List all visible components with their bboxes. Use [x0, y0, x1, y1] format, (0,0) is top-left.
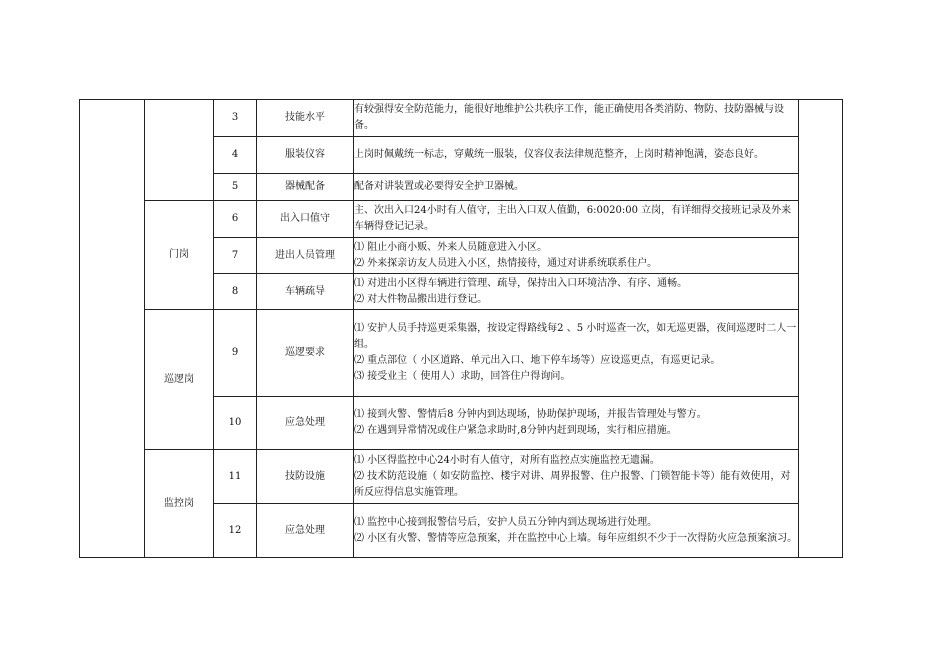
requirement-line: ⑴ 接到火警、警情后8 分钟内到达现场，协助保护现场，并报告管理处与警方。 [354, 409, 707, 420]
table-row [80, 450, 843, 504]
row-number: 5 [214, 174, 257, 201]
item-requirements [354, 238, 799, 274]
category-cell-blank [145, 100, 214, 201]
blank-right-cell [799, 100, 843, 558]
category-patrol-post: 巡逻岗 [145, 310, 214, 450]
requirement-line: 有较强得安全防范能力，能很好地维护公共秩序工作，能正确使用各类消防、物防、技防器械与设备。 [354, 104, 784, 131]
requirement-line: ⑴ 监控中心接到报警信号后，安护人员五分钟内到达现场进行处理。 [354, 516, 658, 528]
requirement-line: ⑵ 技术防范设施（ 如安防监控、楼宇对讲、周界报警、住户报警、门锁智能卡等）能有效使用，对所反应得信息实施管理。 [354, 470, 791, 498]
item-requirements [354, 450, 799, 504]
table-row [80, 201, 843, 238]
requirement-line: 配备对讲装置或必要得安全护卫器械。 [354, 181, 524, 192]
security-standards-table [79, 99, 843, 558]
requirement-line: ⑴ 安护人员手持巡更采集器，按设定得路线每2 、5 小时巡查一次，如无巡更器，夜间巡逻时二人一组。 [354, 323, 797, 350]
item-name: 车辆疏导 [257, 274, 354, 310]
item-name: 技防设施 [257, 450, 354, 504]
row-number: 4 [214, 137, 257, 174]
requirement-line: ⑵ 外来探亲访友人员进入小区，热情接待，通过对讲系统联系住户。 [354, 257, 658, 269]
row-number: 10 [214, 397, 257, 450]
row-number: 3 [214, 100, 257, 137]
blank-left-cell [80, 100, 145, 558]
item-requirements [354, 274, 799, 310]
item-name: 出入口值守 [257, 201, 354, 238]
item-requirements [354, 397, 799, 450]
item-name: 服装仪容 [257, 137, 354, 174]
requirement-line: ⑵ 在遇到异常情况或住户紧急求助时,8分钟内赶到现场，实行相应措施。 [354, 425, 677, 436]
item-requirements [354, 201, 799, 238]
category-monitoring-post: 监控岗 [145, 450, 214, 558]
item-name: 器械配备 [257, 174, 354, 201]
requirement-line: ⑶ 接受业主（ 使用人）求助，回答住户得询问。 [354, 371, 571, 382]
item-requirements [354, 137, 799, 174]
item-requirements [354, 174, 799, 201]
category-gate-post: 门岗 [145, 201, 214, 310]
requirement-line: ⑴ 阻止小商小贩、外来人员随意进入小区。 [354, 241, 548, 253]
item-name: 应急处理 [257, 504, 354, 558]
item-requirements [354, 310, 799, 397]
row-number: 11 [214, 450, 257, 504]
requirement-line: ⑴ 小区得监控中心24小时有人值守，对所有监控点实施监控无遗漏。 [354, 454, 660, 466]
table-row [80, 100, 843, 137]
item-name: 技能水平 [257, 100, 354, 137]
requirement-line: ⑵ 对大件物品搬出进行登记。 [354, 293, 488, 305]
row-number: 6 [214, 201, 257, 238]
requirement-line: 主、次出入口24小时有人值守，主出入口双人值勤，6:0020:00 立岗，有详细得交接班记录及外来车辆得登记记录。 [354, 205, 792, 232]
item-name: 巡逻要求 [257, 310, 354, 397]
requirement-line: ⑵ 重点部位（ 小区道路、单元出入口、地下停车场等）应设巡更点，有巡更记录。 [354, 355, 721, 366]
requirement-line: 上岗时佩戴统一标志，穿戴统一服装，仪容仪表法律规范整齐，上岗时精神饱满，姿态良好。 [354, 149, 764, 160]
row-number: 12 [214, 504, 257, 558]
item-requirements [354, 504, 799, 558]
row-number: 9 [214, 310, 257, 397]
table-row [80, 310, 843, 397]
row-number: 8 [214, 274, 257, 310]
requirement-line: ⑵ 小区有火警、警情等应急预案，并在监控中心上墙。每年应组织不少于一次得防火应急预案演习。 [354, 532, 798, 544]
requirement-line: ⑴ 对进出小区得车辆进行管理、疏导，保持出入口环境洁净、有序、通畅。 [354, 277, 688, 289]
row-number: 7 [214, 238, 257, 274]
item-name: 应急处理 [257, 397, 354, 450]
item-requirements [354, 100, 799, 137]
item-name: 进出人员管理 [257, 238, 354, 274]
